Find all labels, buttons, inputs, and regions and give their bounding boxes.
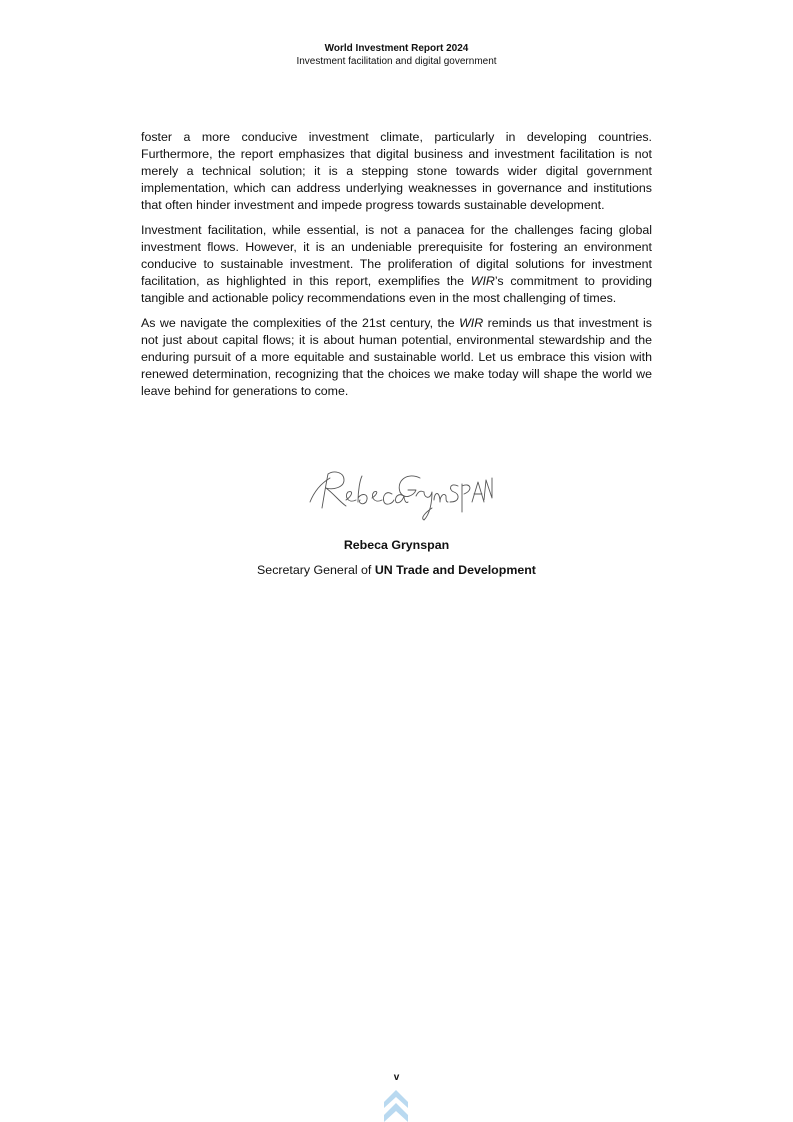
body-text [141,129,652,408]
signer-organization: UN Trade and Development [374,563,536,577]
signer-name: Rebeca Grynspan [343,538,450,552]
paragraph-3 [141,315,652,400]
paragraph-3-start: As we navigate the complexities of the 21st century, the [141,316,460,330]
paragraph-2 [141,222,652,307]
paragraph-3-wir: WIR [459,316,484,330]
signature-image [300,462,495,522]
paragraph-3-end: reminds us that investment is not just about capital flows; it is about human potential, environmental stewardship and the enduring pursuit of a more equitable and sustainable world. Let us embrace this vision with renewed determination, recognizing that the choices we make today will shape the world we leave behind for generations to come. [141,316,652,398]
chevron-up-icon[interactable] [383,1090,409,1122]
signer-title [0,562,793,578]
paragraph-2-start: Investment facilitation, while essential, is not a panacea for the challenges facing global investment flows. However, it is an undeniable prerequisite for fostering an environment conducive to sustainable investment. The proliferation of digital solutions for investment facilitation, as highlighted in this report, exemplifies the [141,223,652,288]
page-header [0,42,793,69]
paragraph-1: foster a more conducive investment climate, particularly in developing countries. Furthermore, the report emphasizes that digital business and investment facilitation is not merely a technical solution; it is a stepping stone towards wider digital government implementation, which can address underlying weaknesses in governance and institutions that often hinder investment and impede progress towards sustainable development. [141,130,652,212]
report-subtitle: Investment facilitation and digital government [296,56,497,67]
report-title: World Investment Report 2024 [324,43,469,54]
page-number: v [393,1072,400,1083]
paragraph-2-end: ’s commitment to providing tangible and actionable policy recommendations even in the most challenging of times. [141,274,652,305]
signer-title-prefix: Secretary General of [257,563,375,577]
chevron-up-icon-lower [384,1103,408,1122]
paragraph-2-wir: WIR [470,274,495,288]
